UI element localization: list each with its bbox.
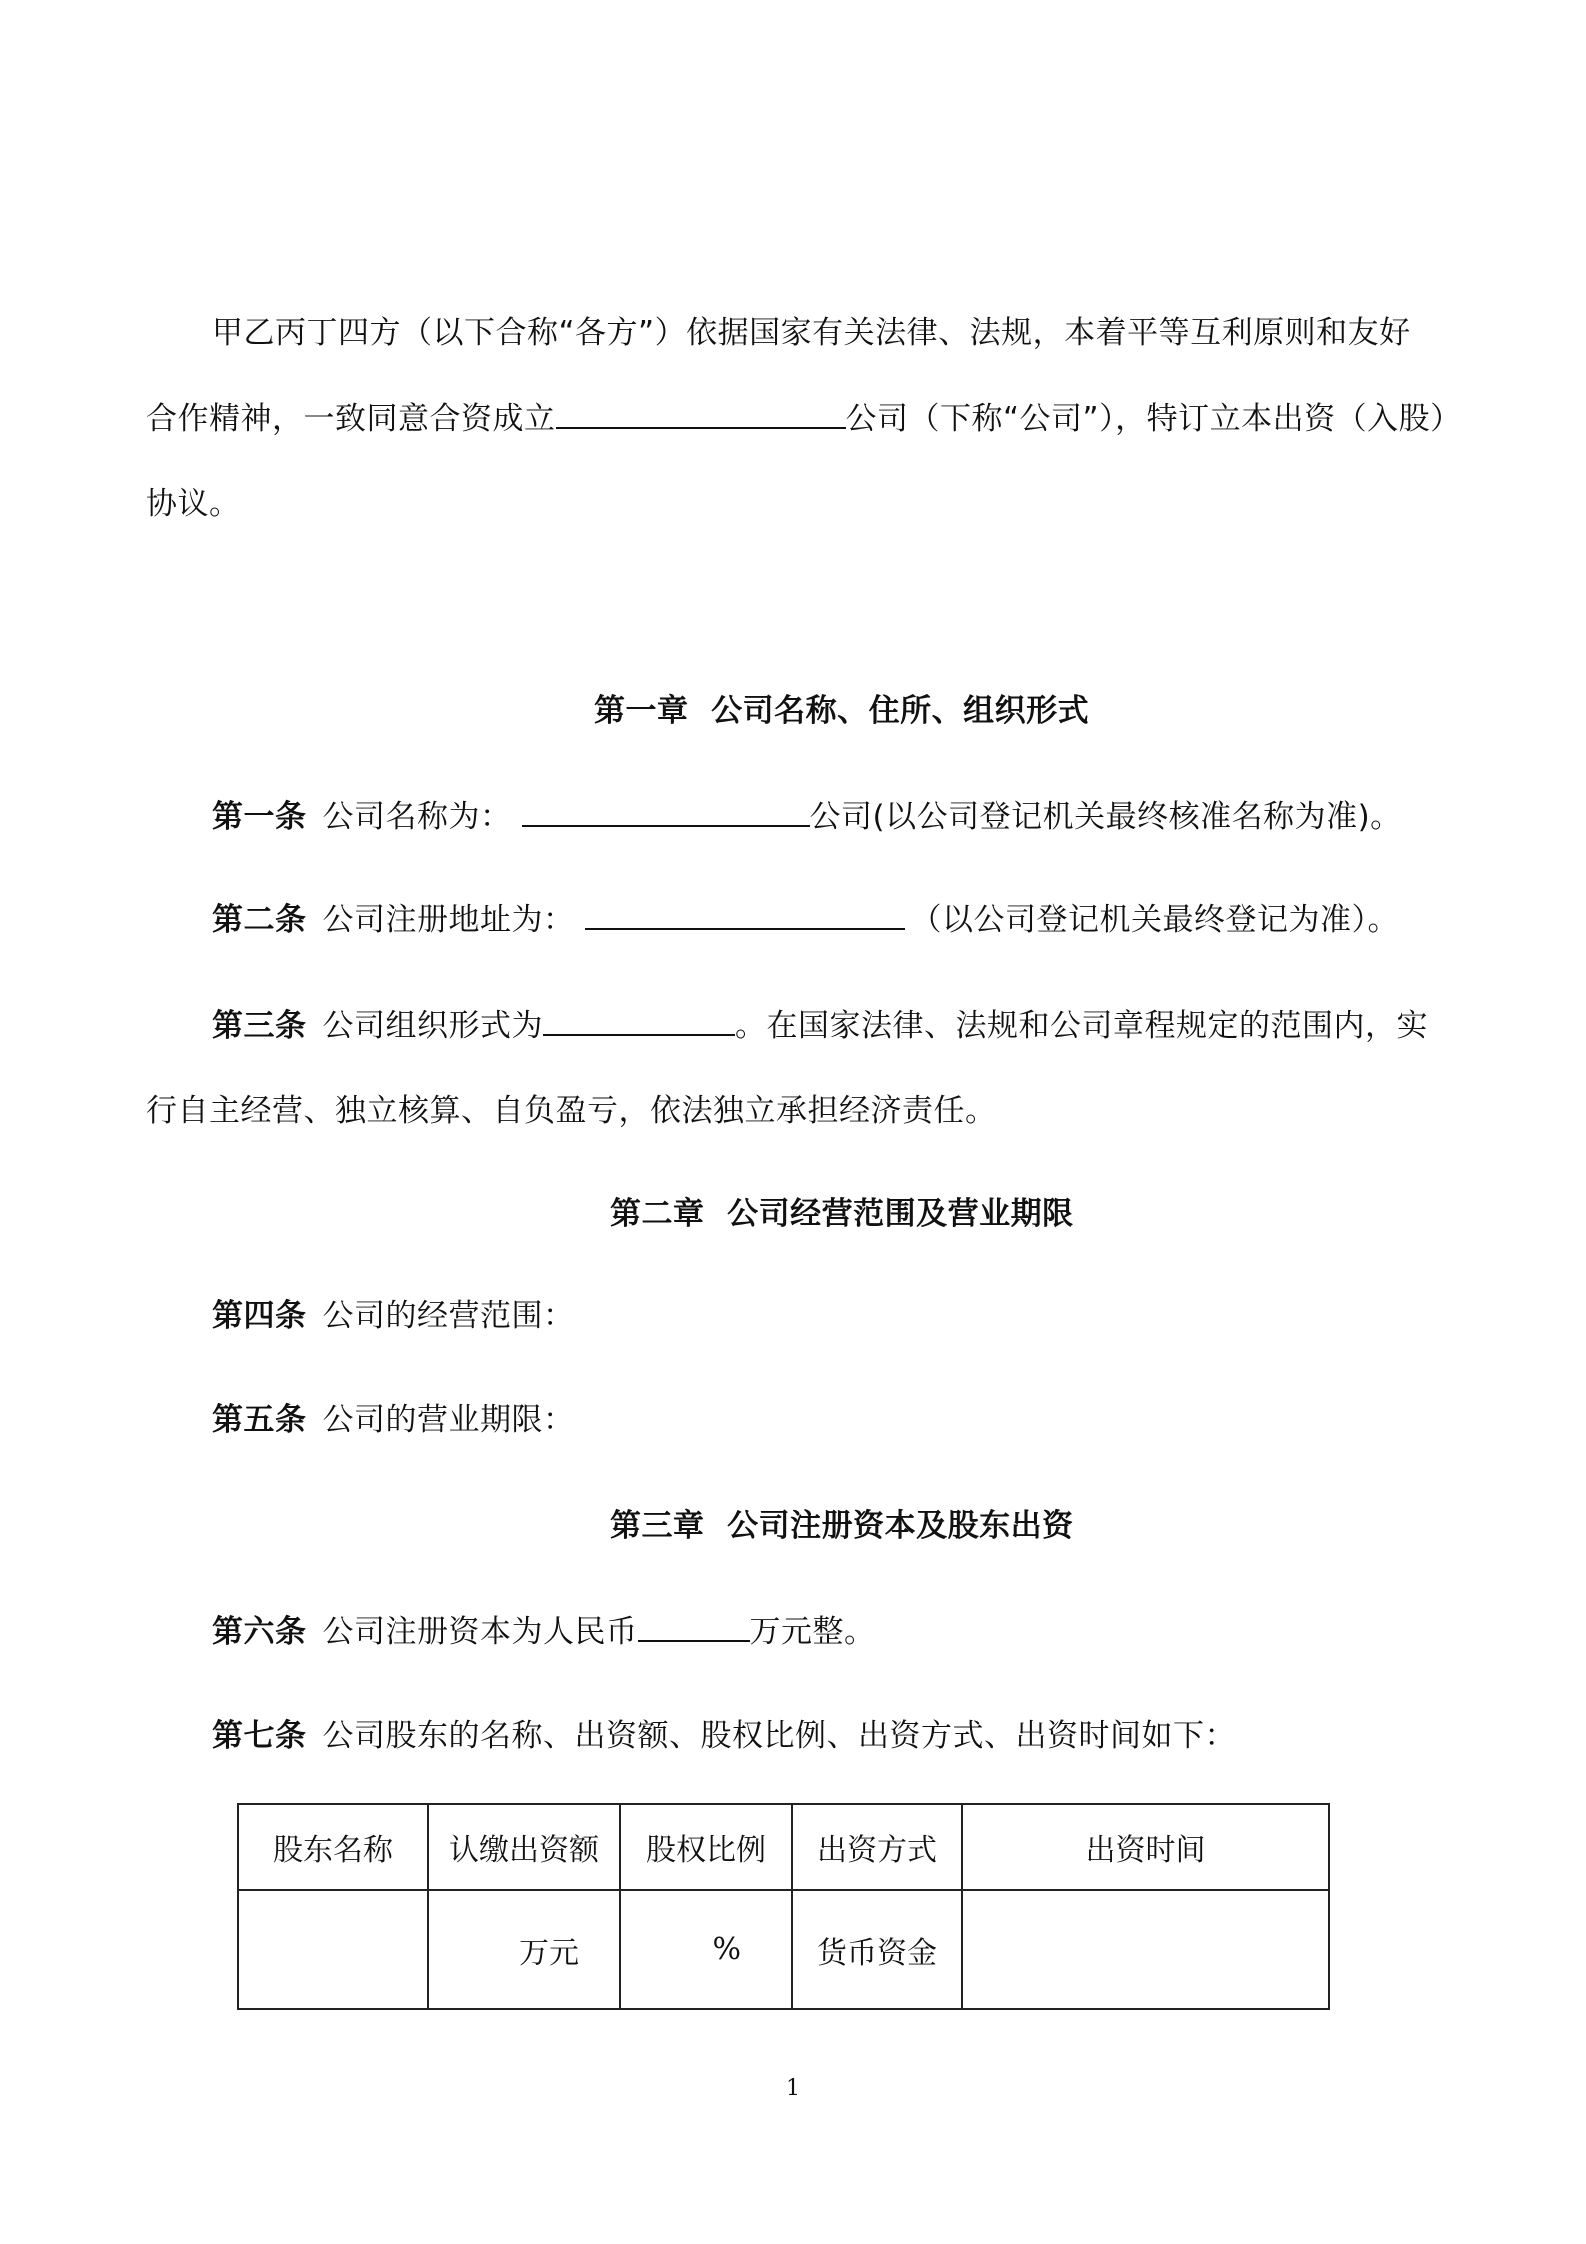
intro-line-3: 协议。 — [146, 486, 241, 522]
header-shareholder-name: 股东名称 — [238, 1804, 428, 1890]
cell-subscribed-capital[interactable]: 万元 — [428, 1890, 620, 2009]
cell-contribution-time[interactable] — [962, 1890, 1329, 2009]
chapter-3-title: 第三章 公司注册资本及股东出资 — [610, 1508, 1074, 1544]
article-2: 第二条 公司注册地址为： （以公司登记机关最终登记为准）。 — [212, 898, 1399, 942]
article-7: 第七条 公司股东的名称、出资额、股权比例、出资方式、出资时间如下： — [212, 1718, 1236, 1754]
table-header-row — [238, 1804, 1329, 1890]
article-1: 第一条 公司名称为： 公司(以公司登记机关最终核准名称为准)。 — [212, 795, 1402, 839]
cell-shareholder-name[interactable] — [238, 1890, 428, 2009]
article-5-number: 第五条 — [212, 1402, 307, 1438]
page-number: 1 — [786, 2076, 800, 2101]
chapter-2-title: 第二章 公司经营范围及营业期限 — [610, 1196, 1074, 1232]
shareholder-table — [237, 1803, 1330, 2010]
intro-line-1: 甲乙丙丁四方（以下合称“各方”）依据国家有关法律、法规，本着平等互利原则和友好 — [212, 315, 1411, 351]
article-3-number: 第三条 — [212, 1008, 307, 1044]
chapter-1-title: 第一章 公司名称、住所、组织形式 — [594, 693, 1090, 729]
article-4: 第四条 公司的经营范围： — [212, 1298, 575, 1334]
cell-contribution-method[interactable]: 货币资金 — [792, 1890, 962, 2009]
cell-equity-ratio[interactable]: % — [620, 1890, 792, 2009]
header-subscribed-capital: 认缴出资额 — [428, 1804, 620, 1890]
capital-amount-blank[interactable] — [638, 1610, 750, 1642]
article-2-address-blank[interactable] — [585, 898, 905, 930]
article-6: 第六条 公司注册资本为人民币 万元整。 — [212, 1610, 876, 1654]
article-1-number: 第一条 — [212, 799, 307, 835]
article-3-form-blank[interactable] — [543, 1004, 735, 1036]
article-2-number: 第二条 — [212, 902, 307, 938]
article-5: 第五条 公司的营业期限： — [212, 1402, 575, 1438]
article-3: 第三条 公司组织形式为 。在国家法律、法规和公司章程规定的范围内，实 — [212, 1004, 1428, 1048]
header-equity-ratio: 股权比例 — [620, 1804, 792, 1890]
article-7-number: 第七条 — [212, 1718, 307, 1754]
intro-line-2: 合作精神，一致同意合资成立 公司（下称“公司”），特订立本出资（入股） — [146, 397, 1462, 441]
article-3-line-2: 行自主经营、独立核算、自负盈亏，依法独立承担经济责任。 — [146, 1093, 997, 1129]
article-1-name-blank[interactable] — [522, 795, 810, 827]
table-row — [238, 1890, 1329, 2009]
article-6-number: 第六条 — [212, 1614, 307, 1650]
header-contribution-time: 出资时间 — [962, 1804, 1329, 1890]
article-4-number: 第四条 — [212, 1298, 307, 1334]
company-name-blank[interactable] — [556, 397, 846, 429]
header-contribution-method: 出资方式 — [792, 1804, 962, 1890]
